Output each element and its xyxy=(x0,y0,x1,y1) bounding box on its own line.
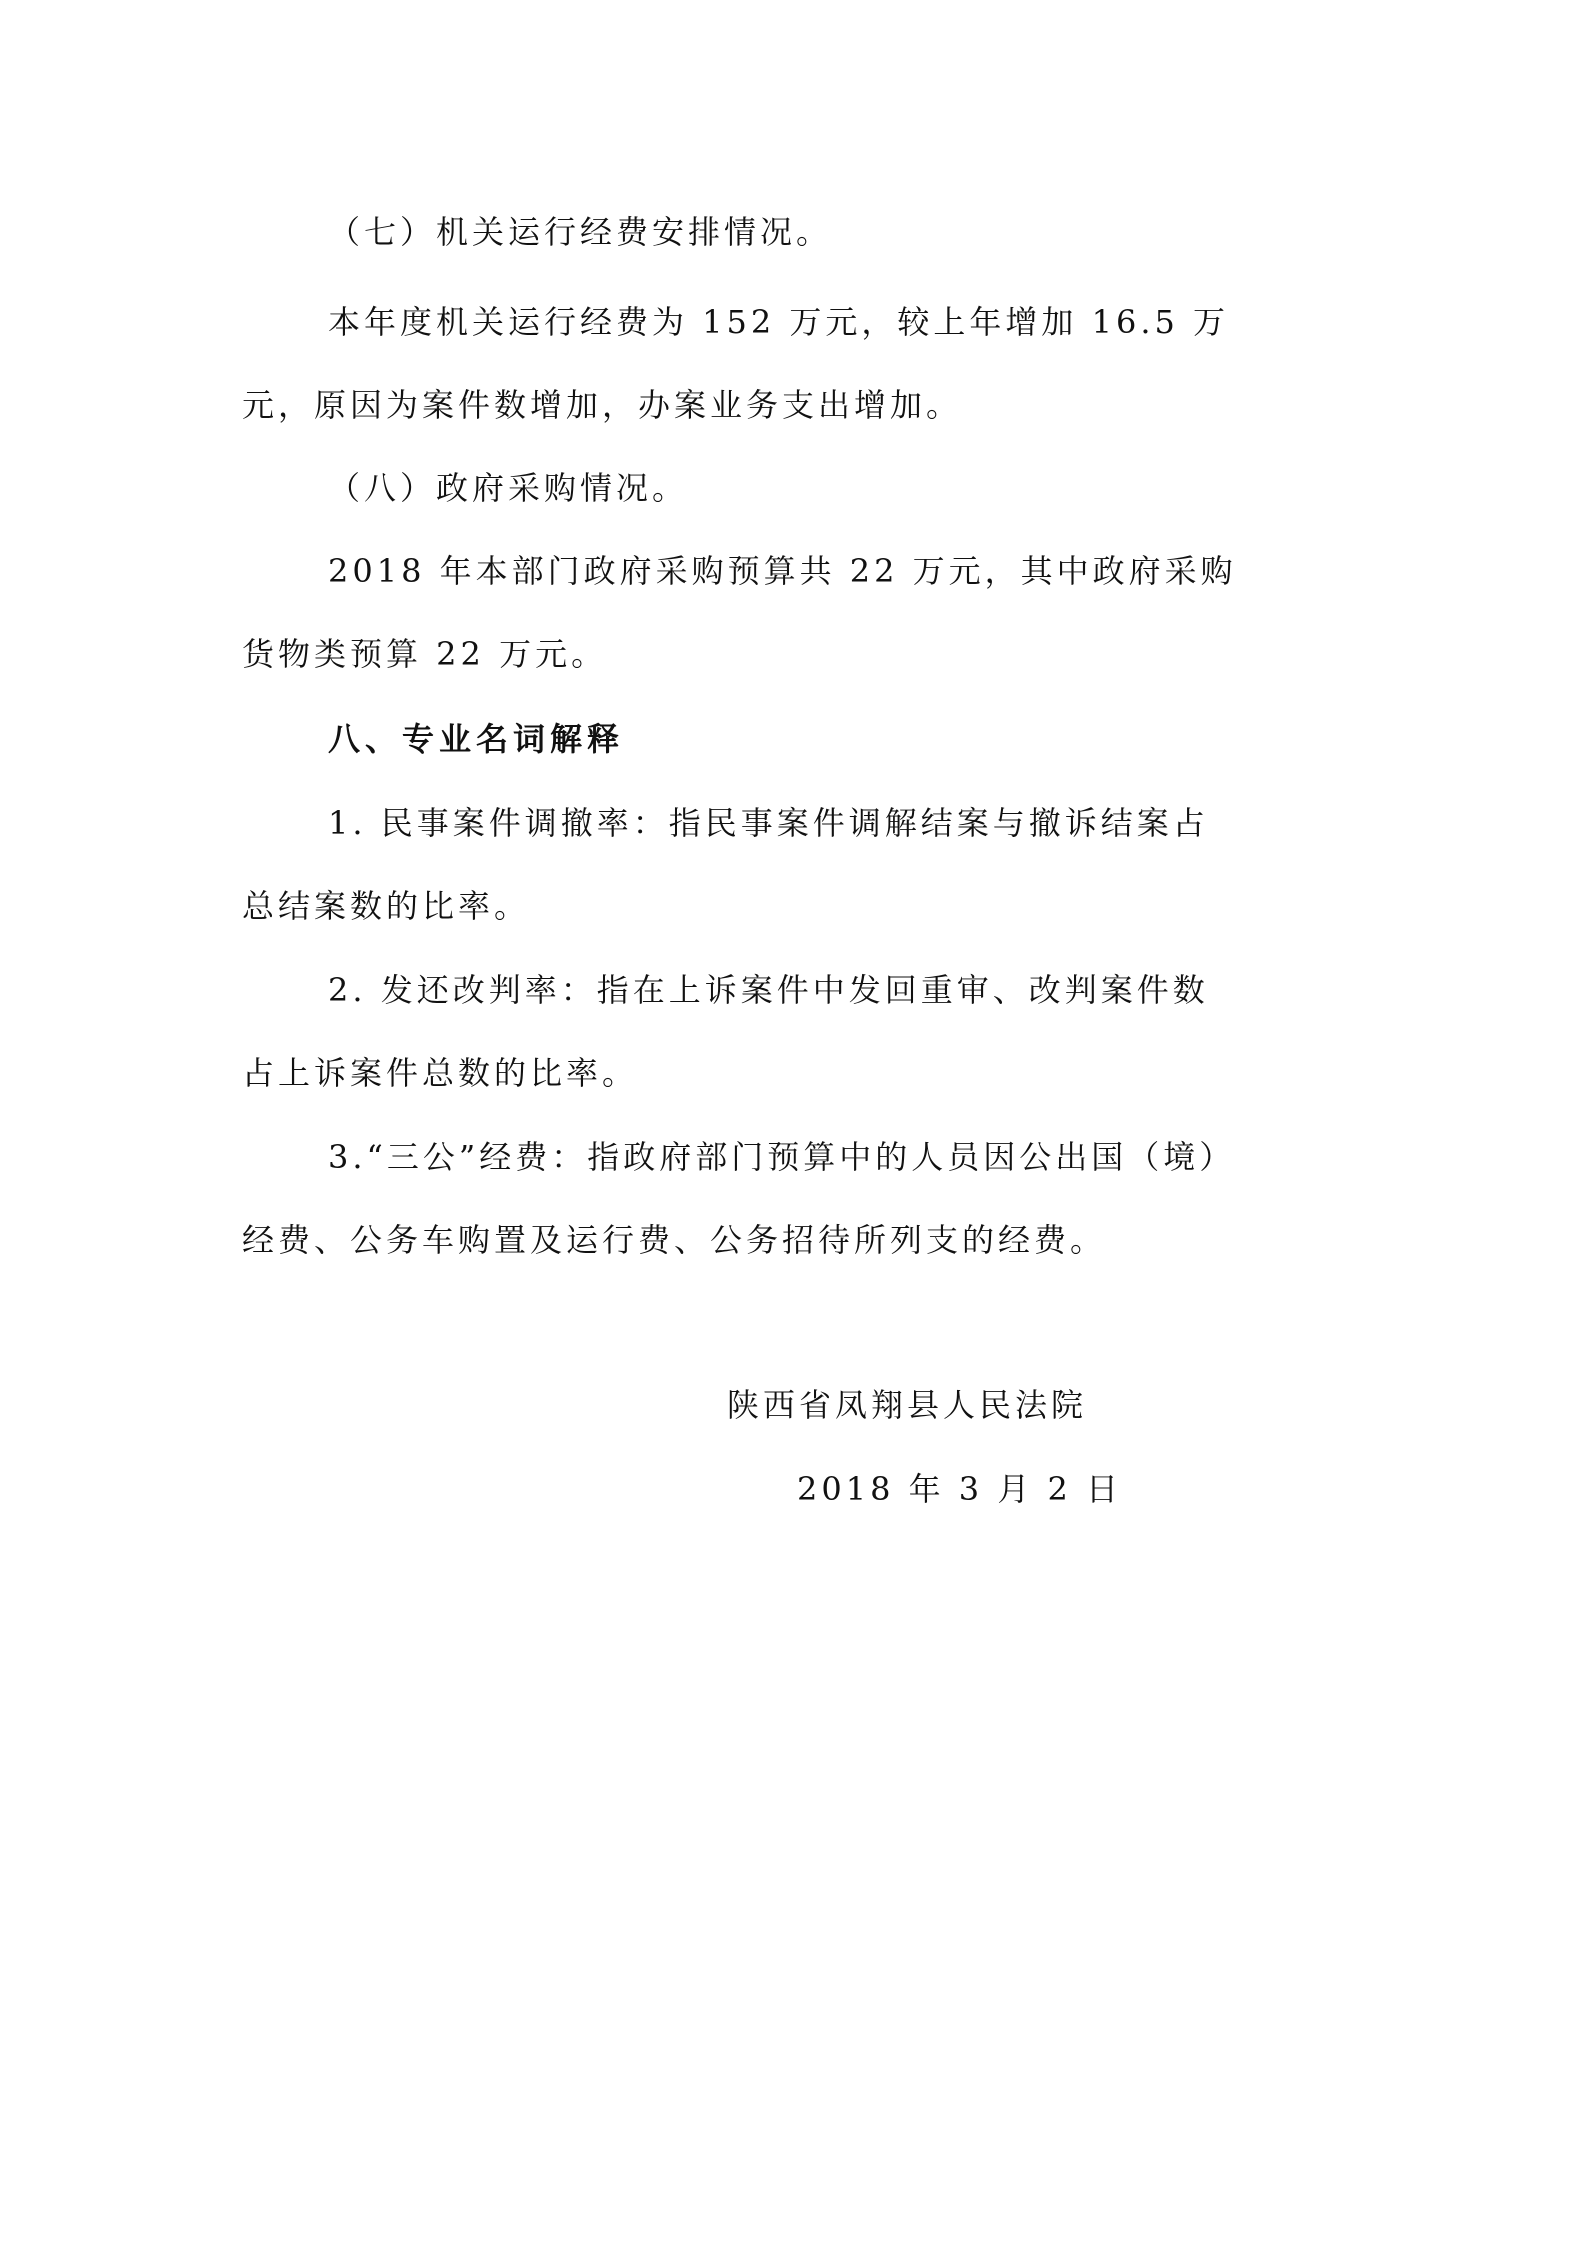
glossary-item-2-line-1: 2. 发还改判率：指在上诉案件中发回重审、改判案件数 xyxy=(328,971,1209,1009)
glossary-item-2-line-2: 占上诉案件总数的比率。 xyxy=(242,1054,639,1092)
section-8-paragraph-line-1: 2018 年本部门政府采购预算共 22 万元，其中政府采购 xyxy=(328,552,1237,590)
signature-organization: 陕西省凤翔县人民法院 xyxy=(727,1386,1088,1424)
glossary-item-3-line-2: 经费、公务车购置及运行费、公务招待所列支的经费。 xyxy=(242,1221,1107,1259)
signature-date: 2018 年 3 月 2 日 xyxy=(797,1470,1123,1508)
section-8-title: （八）政府采购情况。 xyxy=(328,469,689,507)
glossary-heading: 八、专业名词解释 xyxy=(328,720,625,758)
section-7-title: （七）机关运行经费安排情况。 xyxy=(328,213,833,251)
glossary-item-1-line-2: 总结案数的比率。 xyxy=(242,887,531,925)
section-7-paragraph-line-2: 元，原因为案件数增加，办案业务支出增加。 xyxy=(242,386,963,424)
section-8-paragraph-line-2: 货物类预算 22 万元。 xyxy=(242,635,608,673)
section-7-paragraph-line-1: 本年度机关运行经费为 152 万元，较上年增加 16.5 万 xyxy=(328,303,1230,341)
glossary-item-1-line-1: 1. 民事案件调撤率：指民事案件调解结案与撤诉结案占 xyxy=(328,804,1209,842)
glossary-item-3-line-1: 3.“三公”经费：指政府部门预算中的人员因公出国（境） xyxy=(328,1138,1236,1176)
